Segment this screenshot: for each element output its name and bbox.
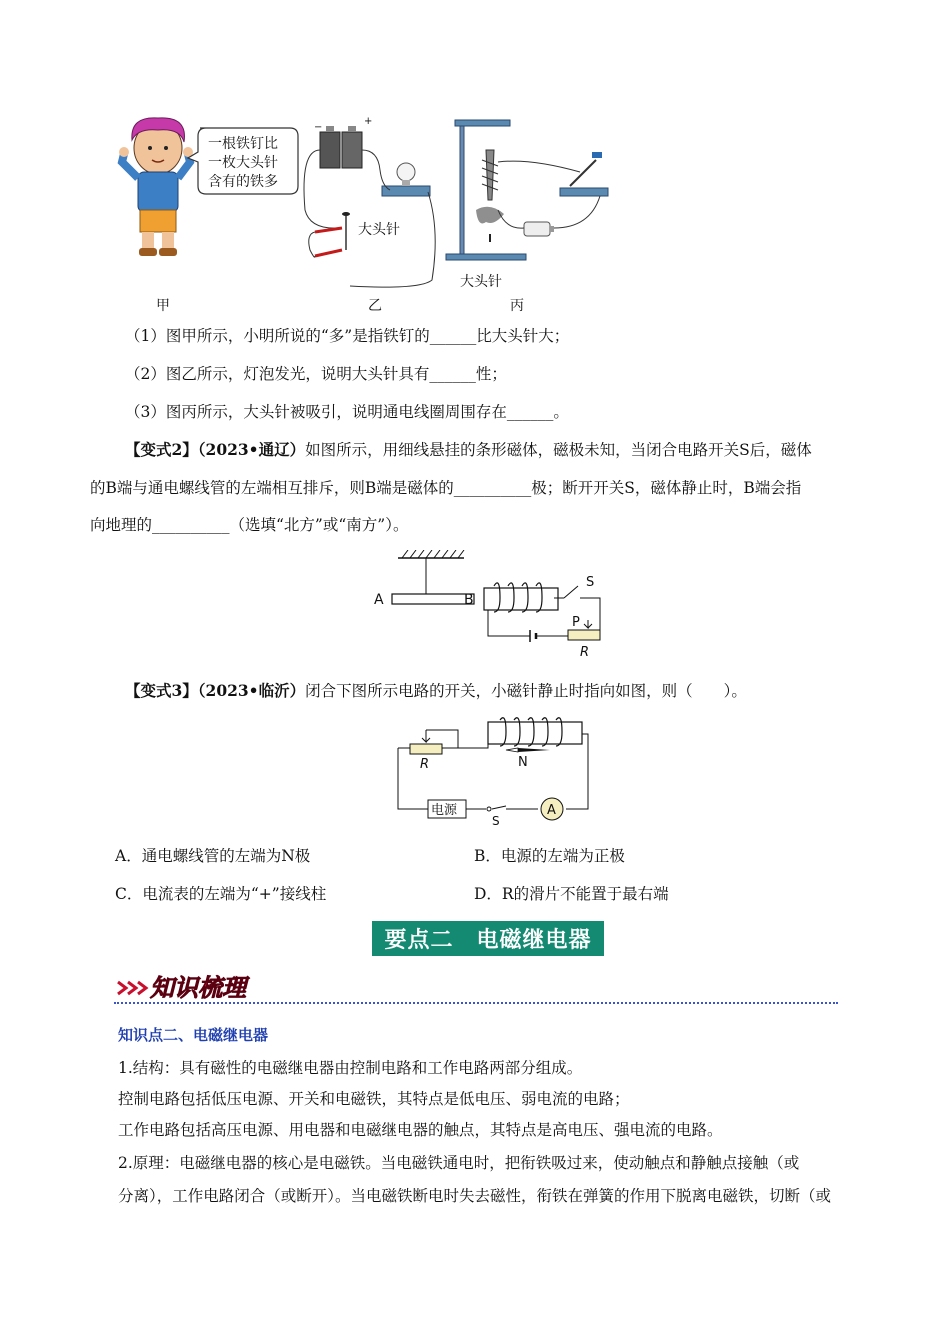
- label-p: P: [572, 615, 580, 630]
- bubble-line-3: 含有的铁多: [208, 174, 278, 190]
- label-s: S: [492, 814, 500, 826]
- variant2-diagram: [368, 550, 620, 660]
- label-r: R: [420, 757, 430, 772]
- caption-yi: 乙: [368, 298, 382, 314]
- option-b: B．电源的左端为正极: [474, 847, 625, 865]
- triple-chevron-icon: [118, 982, 146, 994]
- speech-bubble: [188, 128, 298, 194]
- figure-top: [110, 110, 630, 320]
- battery-icon: [314, 116, 372, 168]
- option-a: A．通电螺线管的左端为N极: [115, 847, 311, 865]
- label-n: N: [518, 755, 528, 770]
- variant2-text-1: 如图所示，用细线悬挂的条形磁体，磁极未知，当闭合电路开关S后，磁体: [305, 441, 812, 459]
- knowledge-line-3: 工作电路包括高压电源、用电器和电磁继电器的触点，其特点是高电压、强电流的电路。: [118, 1121, 723, 1139]
- rheostat-icon: [568, 630, 600, 640]
- question-1: （1）图甲所示，小明所说的“多”是指铁钉的______比大头针大；: [125, 327, 570, 345]
- question-3: （3）图丙所示，大头针被吸引，说明通电线圈周围存在______。: [125, 403, 569, 421]
- section-heading: 要点二 电磁继电器: [372, 921, 604, 956]
- label-a: A: [547, 803, 556, 818]
- boy-illustration: [119, 118, 193, 256]
- pin-label-yi: 大头针: [358, 222, 400, 238]
- variant3-tag: 【变式3】（2023•临沂）: [125, 681, 306, 700]
- knowledge-point-title: 知识点二、电磁继电器: [118, 1026, 269, 1044]
- nail-coil-icon: [476, 150, 504, 242]
- variant3-diagram: [388, 714, 596, 826]
- variant3-line: [125, 681, 747, 701]
- svg-text:+: +: [364, 116, 373, 127]
- caption-bing: 丙: [510, 298, 524, 314]
- pin-clips-icon: [309, 212, 350, 257]
- label-source: 电源: [431, 803, 458, 818]
- variant3-stem: 闭合下图所示电路的开关，小磁针静止时指向如图，则（ ）。: [305, 682, 747, 700]
- ceiling-icon: [398, 550, 464, 594]
- knowledge-line-5: 分离），工作电路闭合（或断开）。当电磁铁断电时失去磁性，衔铁在弹簧的作用下脱离电磁铁，切断（或: [118, 1187, 832, 1205]
- bubble-line-1: 一根铁钉比: [208, 136, 278, 152]
- knowledge-line-2: 控制电路包括低压电源、开关和电磁铁，其特点是低电压、弱电流的电路；: [118, 1090, 630, 1108]
- solenoid-icon: [488, 718, 582, 746]
- bubble-line-2: 一枚大头针: [208, 155, 278, 171]
- slider-arrow-icon: [584, 620, 592, 628]
- variant2-tag: 【变式2】（2023•通辽）: [125, 440, 306, 459]
- svg-text:−: −: [314, 122, 323, 133]
- variant2-line-3: 向地理的__________（选填“北方”或“南方”）。: [90, 516, 409, 534]
- slider-arrow-icon: [422, 730, 430, 742]
- battery-cell-icon: [524, 222, 554, 236]
- rheostat-r-icon: [410, 744, 442, 754]
- knowledge-line-4: 2.原理：电磁继电器的核心是电磁铁。当电磁铁通电时，把衔铁吸过来，使动触点和静触点接触（或: [118, 1154, 800, 1172]
- label-s: S: [586, 575, 595, 590]
- label-r: R: [580, 645, 590, 660]
- bar-magnet: [392, 594, 474, 604]
- bulb-icon: [382, 163, 430, 196]
- label-b: B: [464, 592, 474, 608]
- switch-s-icon: [487, 807, 491, 811]
- option-c: C．电流表的左端为“+”接线柱: [115, 885, 327, 903]
- knowledge-banner-title: 知识梳理: [150, 974, 246, 1002]
- question-2: （2）图乙所示，灯泡发光，说明大头针具有______性；: [125, 365, 507, 383]
- variant2-line-2: 的B端与通电螺线管的左端相互排斥，则B端是磁体的__________极；断开开关S，磁体静止时，B端会指: [90, 479, 802, 497]
- switch-icon: [560, 152, 608, 196]
- compass-needle-icon: [518, 748, 550, 752]
- pin-label-bing: 大头针: [460, 274, 502, 290]
- banner-divider: [114, 1002, 838, 1004]
- variant2-line-1: [125, 440, 812, 460]
- stand-icon: [446, 120, 526, 260]
- caption-jia: 甲: [156, 298, 170, 314]
- option-d: D．R的滑片不能置于最右端: [474, 885, 669, 903]
- label-a: A: [374, 592, 384, 608]
- knowledge-banner: [114, 968, 274, 1002]
- knowledge-line-1: 1.结构：具有磁性的电磁继电器由控制电路和工作电路两部分组成。: [118, 1059, 583, 1077]
- solenoid-icon: [484, 583, 558, 612]
